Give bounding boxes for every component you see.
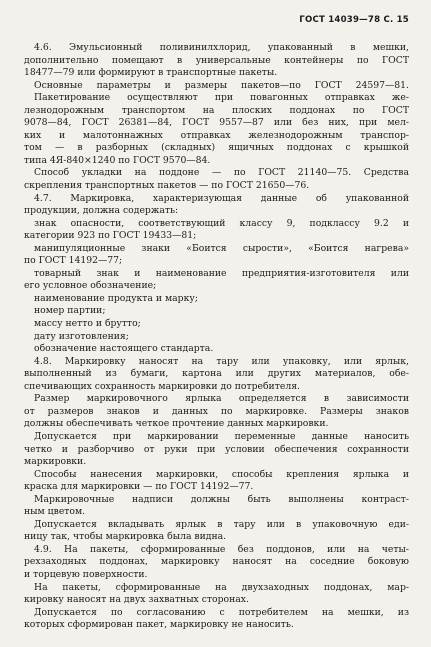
text-line: 9078—84, ГОСТ 26381—84, ГОСТ 9557—87 или без них, при мел- bbox=[24, 117, 409, 129]
text-line: Допускается вкладывать ярлык в тару или в упаковочную еди- bbox=[34, 518, 409, 530]
text-line: кировку наносят на двух захватных сторонах. bbox=[24, 594, 249, 606]
text-line: На пакеты, сформированные на двухзаходных поддонах, мар- bbox=[34, 581, 409, 593]
text-line: 4.6. Эмульсионный поливинилхлорид, упакованный в мешки, bbox=[34, 42, 409, 53]
text-line: Пакетирование осуществляют при повагонных отправках же- bbox=[34, 92, 409, 104]
text-line: категории 923 по ГОСТ 19433—81; bbox=[24, 230, 197, 242]
text-line: манипуляционные знаки «Боится сырости», «Боится нагрева» bbox=[34, 242, 409, 254]
text-line: должны обеспечивать четкое прочтение данных маркировки. bbox=[24, 418, 329, 430]
text-line: Маркировочные надписи должны быть выполнены контраст- bbox=[34, 493, 409, 505]
text-line: дополнительно помещают в универсальные контейнеры по ГОСТ bbox=[24, 54, 409, 66]
text-line: Способ укладки на поддоне — по ГОСТ 21140—75. Средства bbox=[34, 167, 409, 179]
text-line: спечивающих сохранность маркировки до потребителя. bbox=[24, 380, 300, 392]
text-line: маркировки. bbox=[24, 456, 87, 468]
document-body bbox=[24, 42, 409, 632]
text-line: четко и разборчиво от руки при условии обеспечения сохранности bbox=[24, 443, 409, 455]
text-line: наименование продукта и марку; bbox=[34, 292, 198, 304]
text-line: которых сформирован пакет, маркировку не наносить. bbox=[24, 619, 294, 631]
text-line: 4.8. Маркировку наносят на тару или упаковку, или ярлык, bbox=[34, 355, 409, 367]
text-line: типа 4Я-840×1240 по ГОСТ 9570—84. bbox=[24, 154, 211, 166]
text-line: Допускается по согласованию с потребителем на мешки, из bbox=[34, 606, 409, 618]
text-line: и торцевую поверхности. bbox=[24, 568, 148, 580]
text-line: 4.7. Маркировка, характеризующая данные об упакованной bbox=[34, 192, 409, 204]
text-line: рехзаходных поддонах, маркировку наносят на соседние боковую bbox=[24, 556, 409, 568]
text-line: краска для маркировки — по ГОСТ 14192—77. bbox=[24, 481, 254, 493]
text-line: знак опасности, соответствующий классу 9, подклассу 9.2 и bbox=[34, 217, 409, 229]
text-line: ницу так, чтобы маркировка была видна. bbox=[24, 531, 227, 543]
text-line: обозначение настоящего стандарта. bbox=[34, 343, 214, 355]
text-line: том — в разборных (складных) ящичных поддонах с крышкой bbox=[24, 142, 409, 154]
text-line: ным цветом. bbox=[24, 506, 86, 518]
text-line: выполненный из бумаги, картона или других материалов, обе- bbox=[24, 368, 409, 380]
text-line: по ГОСТ 14192—77; bbox=[24, 255, 123, 267]
text-line: продукции, должна содержать: bbox=[24, 205, 179, 217]
text-line: скрепления транспортных пакетов — по ГОСТ 21650—76. bbox=[24, 180, 310, 192]
text-line: дату изготовления; bbox=[34, 330, 129, 342]
text-line: от размеров знаков и данных по маркировке. Размеры знаков bbox=[24, 405, 409, 417]
text-line: Способы нанесения маркировки, способы крепления ярлыка и bbox=[34, 468, 409, 480]
page-header: ГОСТ 14039—78 С. 15 bbox=[299, 15, 409, 25]
text-line: лезнодорожным транспортом на плоских поддонах по ГОСТ bbox=[24, 104, 409, 116]
text-line: ких и малотоннажных отправках железнодорожным транспор- bbox=[24, 129, 409, 141]
text-line: Допускается при маркировании переменные данные наносить bbox=[34, 430, 409, 442]
text-line: номер партии; bbox=[34, 305, 106, 317]
text-line: 4.9. На пакеты, сформированные без поддонов, или на четы- bbox=[34, 543, 409, 555]
text-line: 18477—79 или формируют в транспортные пакеты. bbox=[24, 67, 278, 79]
text-line: массу нетто и брутто; bbox=[34, 318, 141, 330]
text-line: Размер маркировочного ярлыка определяется в зависимости bbox=[34, 393, 409, 405]
text-line: его условное обозначение; bbox=[24, 280, 157, 292]
text-line: товарный знак и наименование предприятия-изготовителя или bbox=[34, 267, 409, 279]
text-line: Основные параметры и размеры пакетов—по ГОСТ 24597—81. bbox=[34, 79, 409, 91]
